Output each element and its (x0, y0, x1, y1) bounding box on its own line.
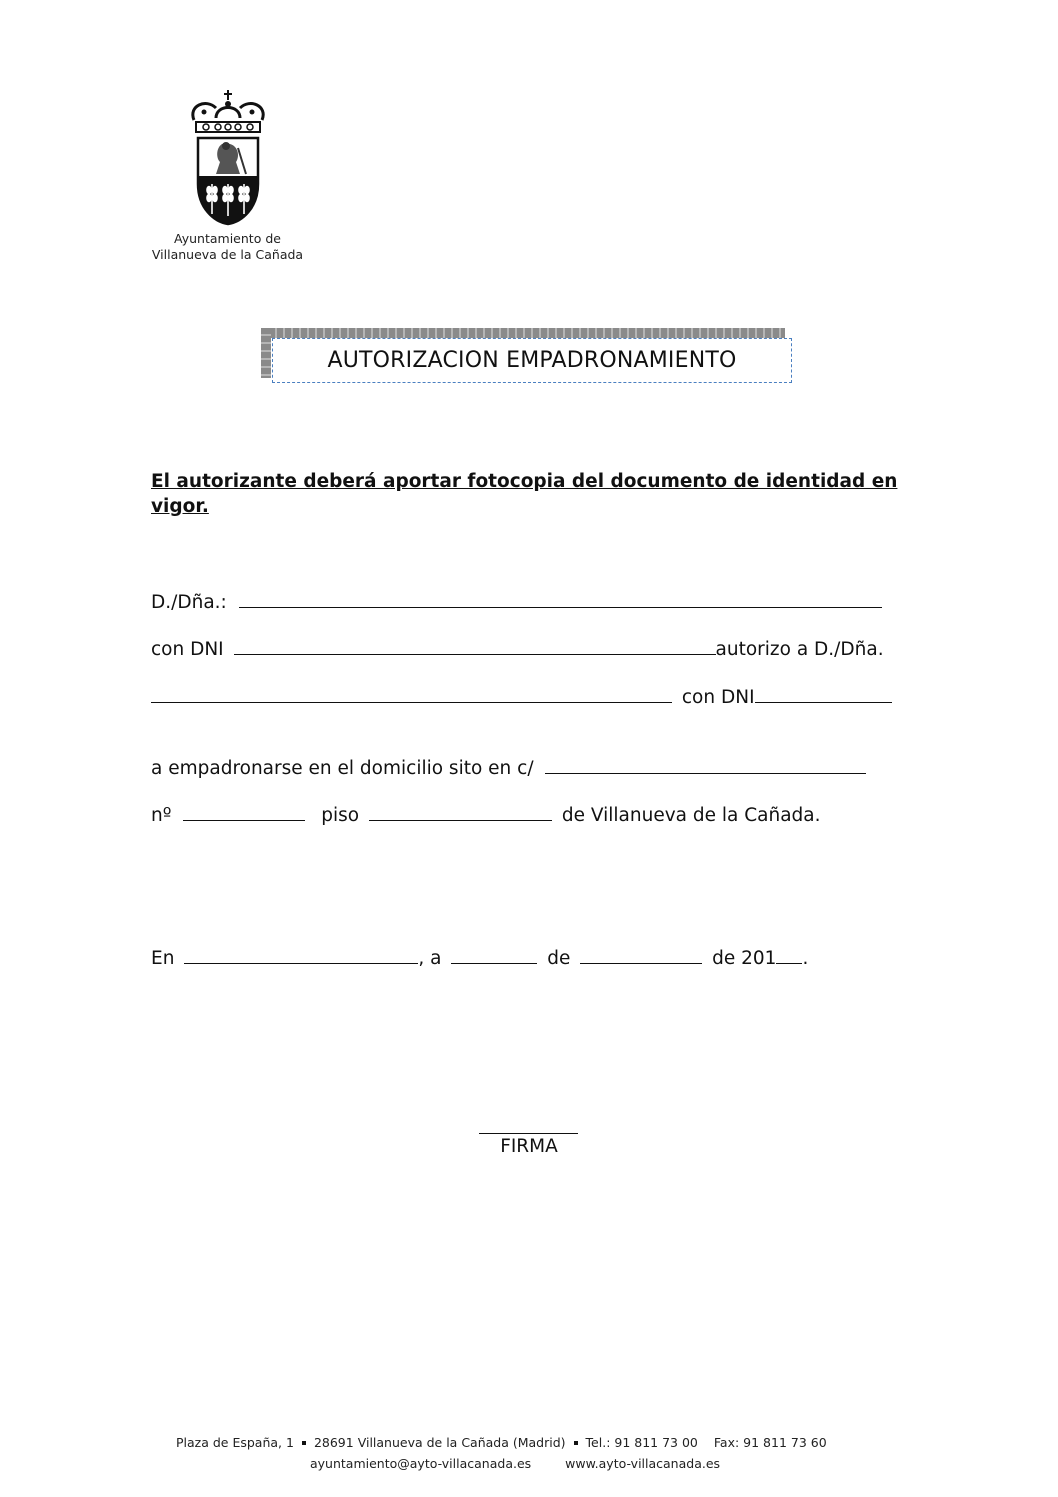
label-dni-2: con DNI (681, 687, 755, 708)
label-municipality: de Villanueva de la Cañada. (561, 805, 821, 826)
title-shadow-left (261, 328, 271, 378)
footer-line2 (310, 1456, 720, 1471)
org-name-line2: Villanueva de la Cañada (151, 247, 304, 262)
form-line-name (151, 589, 882, 615)
authorized-name-field[interactable] (151, 684, 672, 703)
form-line-address (151, 755, 866, 781)
number-field[interactable] (183, 802, 305, 821)
title-box (272, 338, 792, 383)
label-a: , a (418, 948, 442, 969)
label-address: a empadronarse en el domicilio sito en c/ (151, 758, 534, 779)
street-field[interactable] (545, 755, 866, 774)
label-en: En (151, 948, 175, 969)
label-de-1: de (547, 948, 571, 969)
day-field[interactable] (451, 945, 537, 964)
org-name-line1: Ayuntamiento de (174, 231, 281, 246)
footer-line1 (176, 1435, 827, 1450)
footer-email[interactable]: ayuntamiento@ayto-villacanada.es (310, 1456, 532, 1471)
month-field[interactable] (580, 945, 702, 964)
form-line-date (151, 945, 808, 971)
label-piso: piso (321, 805, 360, 826)
bullet-square-icon (302, 1441, 306, 1445)
authorized-dni-field[interactable] (755, 684, 892, 703)
label-period: . (802, 948, 809, 969)
title-shadow-top (261, 328, 785, 338)
form-line-authorized (151, 684, 892, 710)
place-field[interactable] (184, 945, 418, 964)
footer-fax: Fax: 91 811 73 60 (713, 1435, 827, 1450)
footer-postal: 28691 Villanueva de la Cañada (Madrid) (313, 1435, 566, 1450)
notice-text: El autorizante deberá aportar fotocopia del documento de identidad en vigor. (151, 471, 898, 517)
bullet-square-icon (574, 1441, 578, 1445)
document-title: AUTORIZACION EMPADRONAMIENTO (327, 348, 737, 373)
piso-field[interactable] (369, 802, 552, 821)
footer-web[interactable]: www.ayto-villacanada.es (565, 1456, 721, 1471)
dni-field[interactable] (234, 636, 716, 655)
signature-label: FIRMA (500, 1136, 558, 1157)
footer-address: Plaza de España, 1 (176, 1435, 294, 1450)
form-line-number (151, 802, 821, 828)
label-name: D./Dña.: (151, 592, 227, 613)
label-de-2: de 201 (712, 948, 777, 969)
name-field[interactable] (239, 589, 882, 608)
coat-of-arms-logo (186, 88, 270, 228)
year-field[interactable] (776, 945, 802, 964)
label-dni: con DNI (151, 639, 224, 660)
label-autorizo: autorizo a D./Dña. (715, 639, 884, 660)
form-line-dni (151, 636, 884, 662)
footer-tel: Tel.: 91 811 73 00 (585, 1435, 698, 1450)
label-number: nº (151, 805, 172, 826)
signature-line[interactable] (479, 1133, 578, 1134)
